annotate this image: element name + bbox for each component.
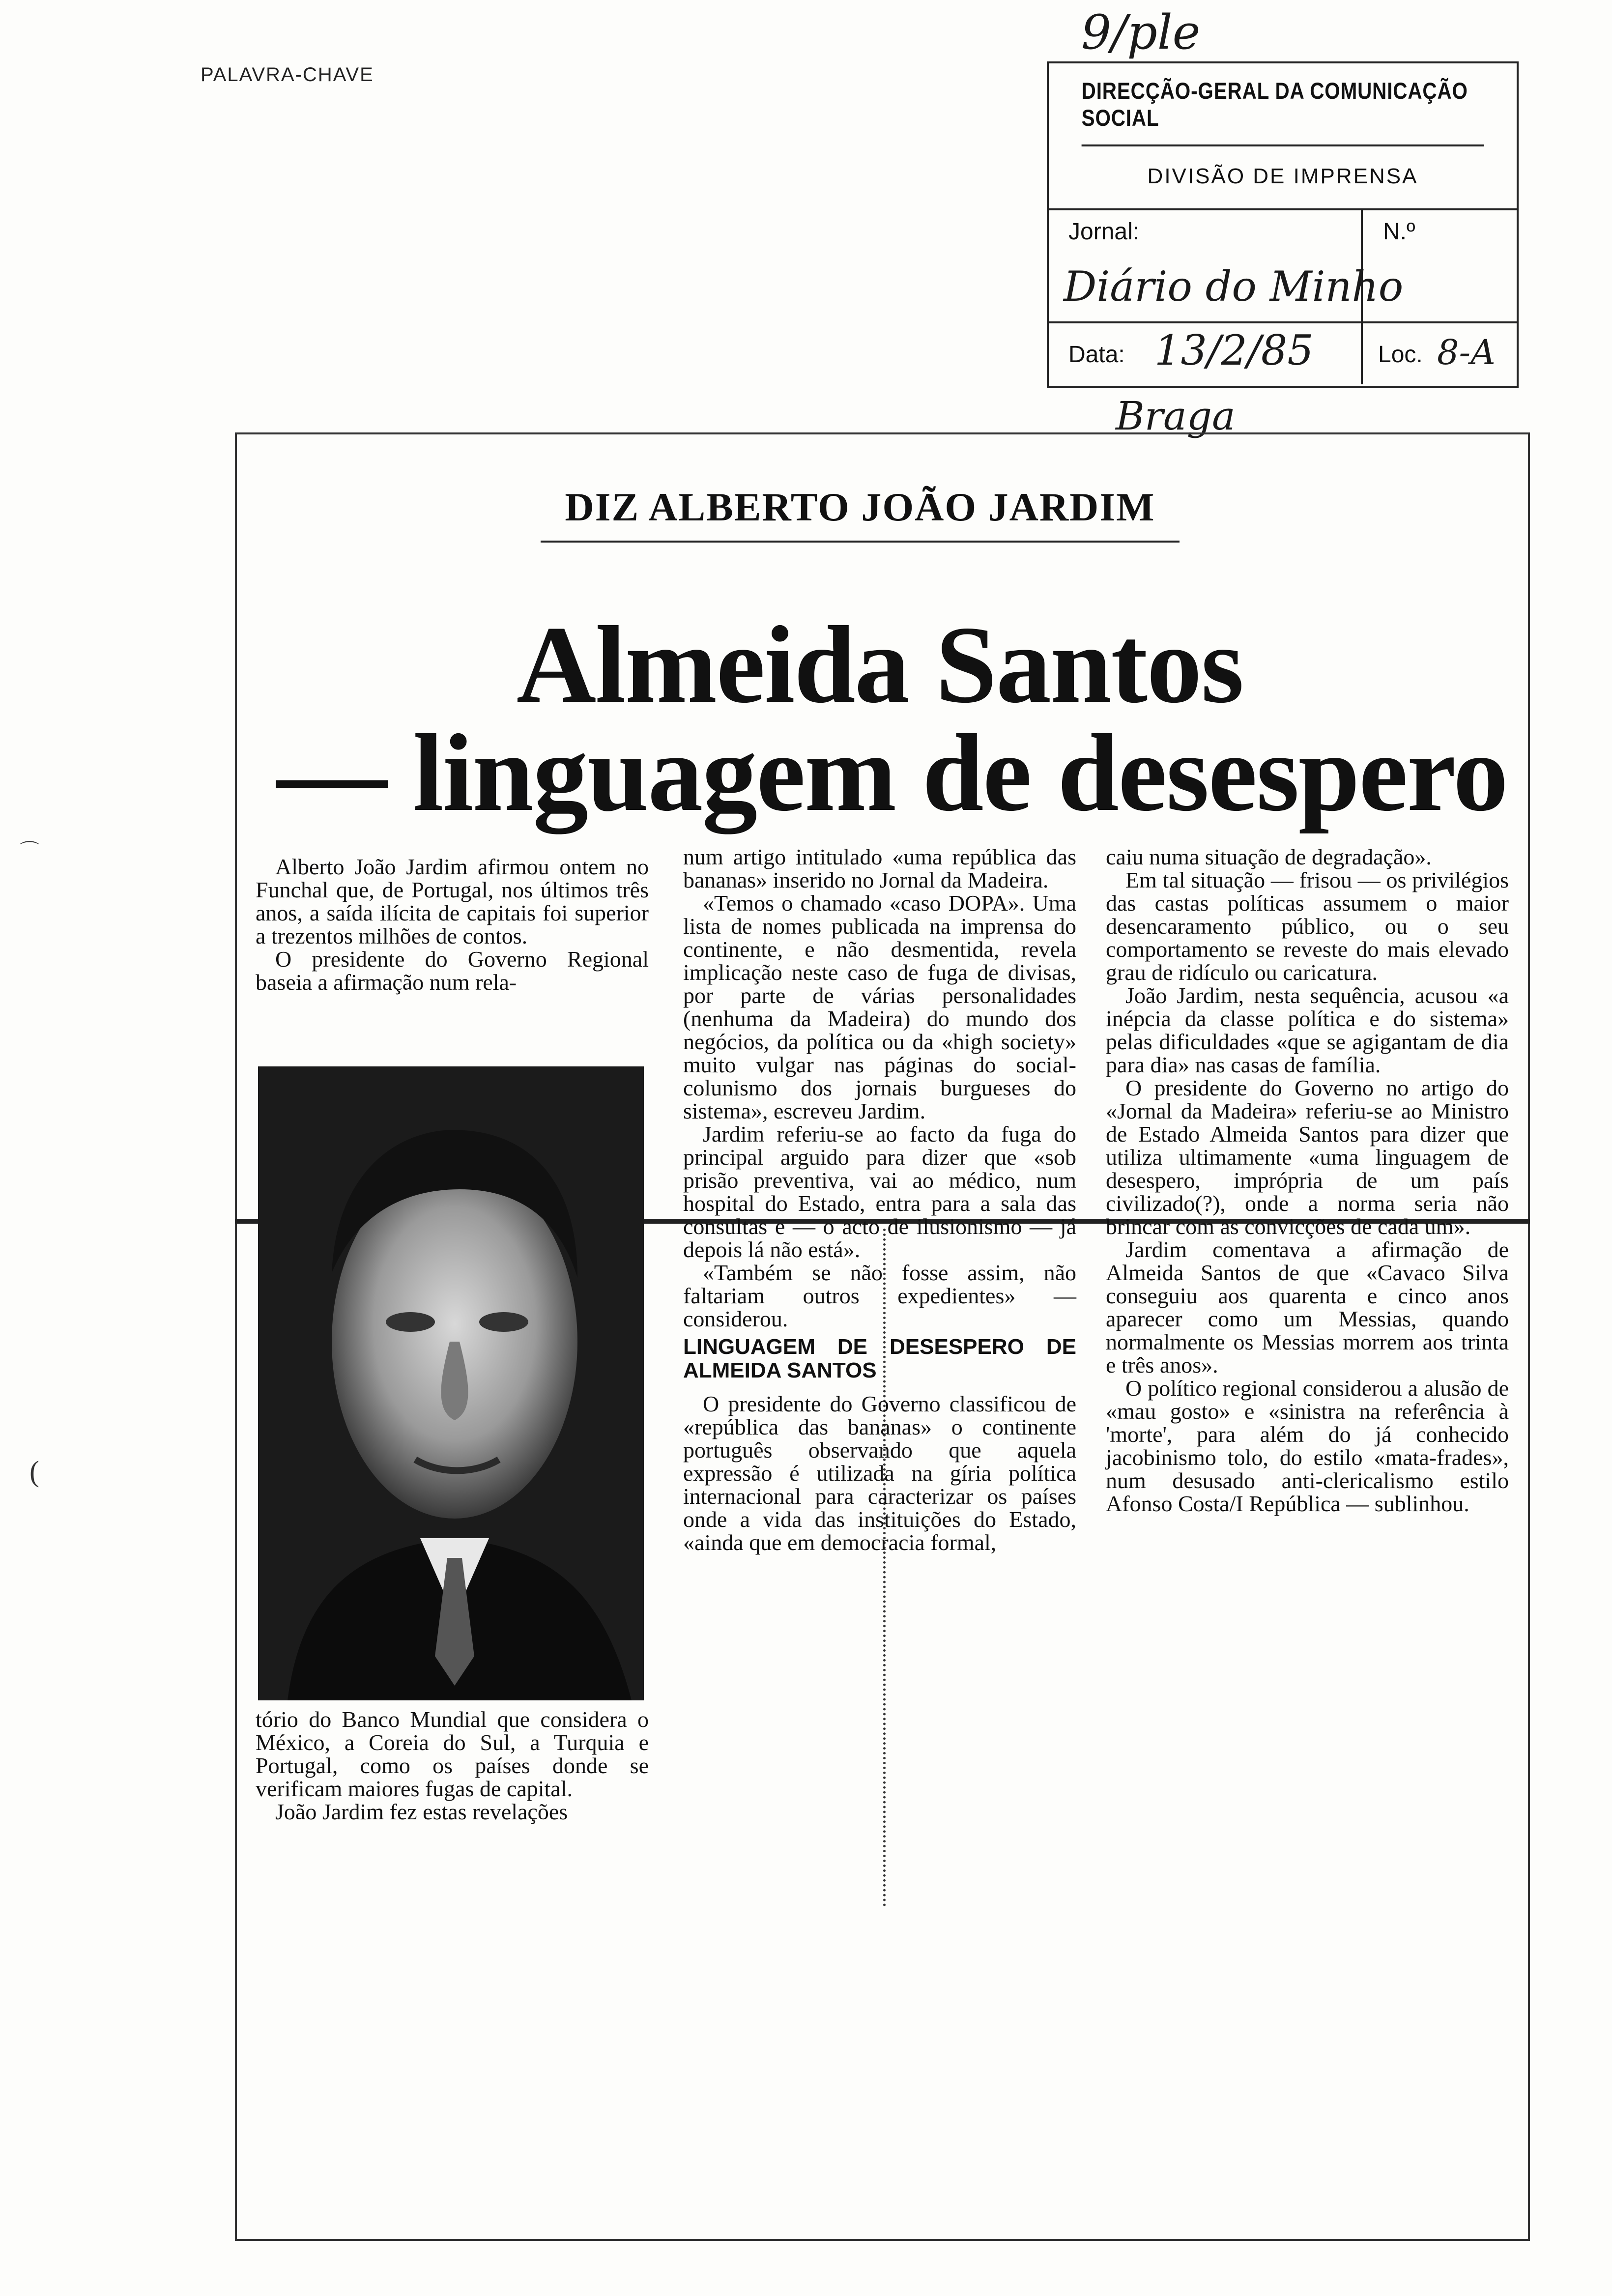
paragraph: caiu numa situação de degradação». — [1106, 844, 1432, 869]
jornal-label: Jornal: — [1068, 219, 1140, 245]
paragraph: Em tal situação — frisou — os privilégios das castas políticas assumem o maior desencaramento público, ou o seu comportamento se reveste do mais elevado grau de ridículo ou caricatura. — [1106, 867, 1509, 985]
keyword-label: PALAVRA-CHAVE — [201, 64, 374, 86]
paragraph: Jardim comentava a afirmação de Almeida Santos de que «Cavaco Silva conseguiu aos quarenta e cinco anos aparecer como um Messias, quando normalmente os Messias morrem aos trinta e três anos». — [1106, 1237, 1509, 1378]
form-title: DIRECÇÃO-GERAL DA COMUNICAÇÃO SOCIAL — [1082, 63, 1484, 146]
article-kicker: DIZ ALBERTO JOÃO JARDIM — [565, 485, 1155, 529]
article-subheading: LINGUAGEM DE DESESPERO DE ALMEIDA SANTOS — [683, 1335, 1076, 1382]
paragraph: João Jardim fez estas revelações — [275, 1799, 568, 1824]
article-column-2 — [683, 845, 1076, 1554]
handwritten-newspaper-name: Diário do Minho — [1064, 262, 1404, 311]
paragraph: «Temos o chamado «caso DOPA». Uma lista de nomes publicada na imprensa do continente, e não desmentida, revela implicação neste caso de fuga de divisas, por parte de várias personalidades (nenhuma da Madeira) do mundo dos negócios, da política ou da «high society» muito vulgar nas páginas do social-colunismo dos jornais burgueses do sistema», escreveu Jardim. — [683, 890, 1076, 1123]
paragraph: O presidente do Governo Regional baseia a afirmação num rela- — [256, 947, 649, 995]
form-division: DIVISÃO DE IMPRENSA — [1049, 144, 1517, 210]
portrait-illustration — [258, 1066, 644, 1700]
article-column-3 — [1106, 845, 1509, 1515]
article-column-1-top — [256, 855, 649, 994]
kicker-underline — [541, 541, 1180, 543]
article-column-1-bottom — [256, 1708, 649, 1823]
paragraph: «Também se não fosse assim, não faltariam outros expedientes» — considerou. — [683, 1260, 1076, 1331]
data-label: Data: — [1068, 342, 1125, 368]
handwritten-city: Braga — [1116, 393, 1236, 439]
numero-label: N.º — [1383, 219, 1415, 245]
paragraph: João Jardim, nesta sequência, acusou «a inépcia da classe política e do sistema» pelas dificuldades «que se agigantam de dia para dia» nas casas de família. — [1106, 983, 1509, 1077]
paragraph: O presidente do Governo no artigo do «Jornal da Madeira» referiu-se ao Ministro de Estado Almeida Santos para dizer que utiliza ultimamente «uma linguagem de desespero, imprópria de um país civilizado(?), onde a norma seria não brincar com as convicções de cada um». — [1106, 1075, 1509, 1239]
paragraph: Jardim referiu-se ao facto da fuga do principal arguido para dizer que «sob prisão preventiva, vai ao médico, num hospital do Estado, entra para a sala das consultas e — o acto de ilusionismo — já depois lá não está». — [683, 1121, 1076, 1262]
headline-line-2: — linguagem de desespero — [276, 711, 1508, 834]
archive-stamp-box — [1047, 61, 1519, 388]
paragraph: O presidente do Governo classificou de «república das bananas» o continente português observando que aquela expressão é utilizada na gíria política internacional para caracterizar os países onde a vida das instituições do Estado, «ainda que em democracia formal, — [683, 1391, 1076, 1555]
paragraph: tório do Banco Mundial que considera o México, a Coreia do Sul, a Turquia e Portugal, como os países donde se verificam maiores fugas de capital. — [256, 1707, 649, 1801]
headline-line-1: Almeida Santos — [516, 603, 1243, 726]
scan-mark: ⌒ — [20, 840, 39, 862]
handwritten-loc: 8-A — [1437, 332, 1496, 373]
portrait-photo — [258, 1066, 644, 1700]
loc-label: Loc. — [1378, 342, 1423, 368]
handwritten-date: 13/2/85 — [1154, 326, 1314, 374]
paragraph: Alberto João Jardim afirmou ontem no Funchal que, de Portugal, nos últimos três anos, a saída ilícita de capitais foi superior a trezentos milhões de contos. — [256, 854, 649, 948]
form-jornal-row — [1049, 208, 1517, 323]
paragraph: O político regional considerou a alusão de «mau gosto» e «sinistra na referência à 'morte', para além do já conhecido jacobinismo tolo, do estilo «mata-frades», num desusado anti-clericalismo estilo Afonso Costa/I República — sublinhou. — [1106, 1376, 1509, 1516]
paragraph: num artigo intitulado «uma república das bananas» inserido no Jornal da Madeira. — [683, 844, 1076, 892]
form-data-row — [1049, 321, 1517, 386]
scan-mark: ( — [29, 1455, 39, 1488]
handwritten-top-note: 9/ple — [1081, 5, 1201, 60]
